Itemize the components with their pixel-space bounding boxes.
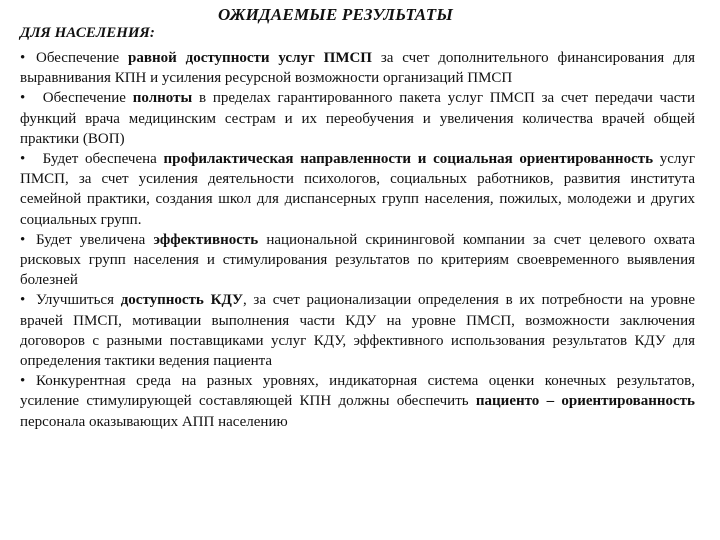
item-text: Будет обеспечена	[36, 151, 164, 168]
item-text: Обеспечение	[36, 90, 133, 107]
bullet-icon: •	[20, 231, 26, 248]
item-text: Обеспечение	[36, 50, 129, 66]
item-text: услуг ПМСП, за счет усиления деятельности психологов, социальных работников, развития института семейной практики, создания школ для диспансерных групп населения, пожилых, молодежи и других социальных групп.	[20, 151, 695, 228]
item-text: национальной скрининговой компании за счет целевого охвата рисковых групп населения и стимулирования результатов по критериям своевременного выявления болезней	[20, 231, 695, 289]
item-emphasis: пациенто – ориентированность	[475, 393, 695, 410]
item-emphasis: эффективность	[153, 231, 259, 248]
bullet-icon: •	[20, 90, 26, 107]
slide-title: ОЖИДАЕМЫЕ РЕЗУЛЬТАТЫ	[218, 5, 454, 24]
bullet-icon: •	[20, 50, 26, 66]
results-list	[20, 48, 695, 432]
bullet-icon: •	[20, 292, 26, 309]
bullet-icon: •	[20, 373, 26, 390]
list-item	[20, 230, 695, 291]
item-emphasis: полноты	[132, 90, 193, 107]
item-text: , за счет рационализации определения в их потребности на уровне врачей ПМСП, мотивации выполнения части КДУ на уровне ПМСП, возможности заключения договоров с разными поставщиками услуг КДУ, эффективного использования результатов КДУ для определения тактики ведения пациента	[20, 292, 695, 370]
item-text: Конкурентная среда на разных уровнях, индикаторная система оценки конечных результатов, усиление стимулирующей составляющей КПН должны обеспечить	[20, 373, 695, 410]
item-emphasis: доступность КДУ	[120, 292, 243, 309]
item-text: за счет дополнительного финансирования для выравнивания КПН и усиления ресурсной возможности организаций ПМСП	[20, 50, 695, 87]
item-text: Будет увеличена	[36, 231, 154, 248]
list-item	[20, 88, 695, 149]
item-text: в пределах гарантированного пакета услуг ПМСП за счет передачи части функций врача медицинским сестрам и их переобучения и увеличения количества врачей общей практики (ВОП)	[20, 90, 695, 147]
item-text: персонала оказывающих АПП населению	[20, 413, 288, 430]
item-text: Улучшиться	[36, 292, 121, 309]
item-emphasis: равной доступности услуг ПМСП	[128, 50, 372, 66]
list-item	[20, 371, 695, 432]
item-emphasis: профилактическая направленности и социальная ориентированность	[163, 151, 654, 168]
bullet-icon: •	[20, 151, 26, 168]
slide-subtitle: ДЛЯ НАСЕЛЕНИЯ:	[20, 25, 155, 41]
list-item	[20, 290, 695, 371]
list-item	[20, 48, 695, 88]
list-item	[20, 149, 695, 230]
